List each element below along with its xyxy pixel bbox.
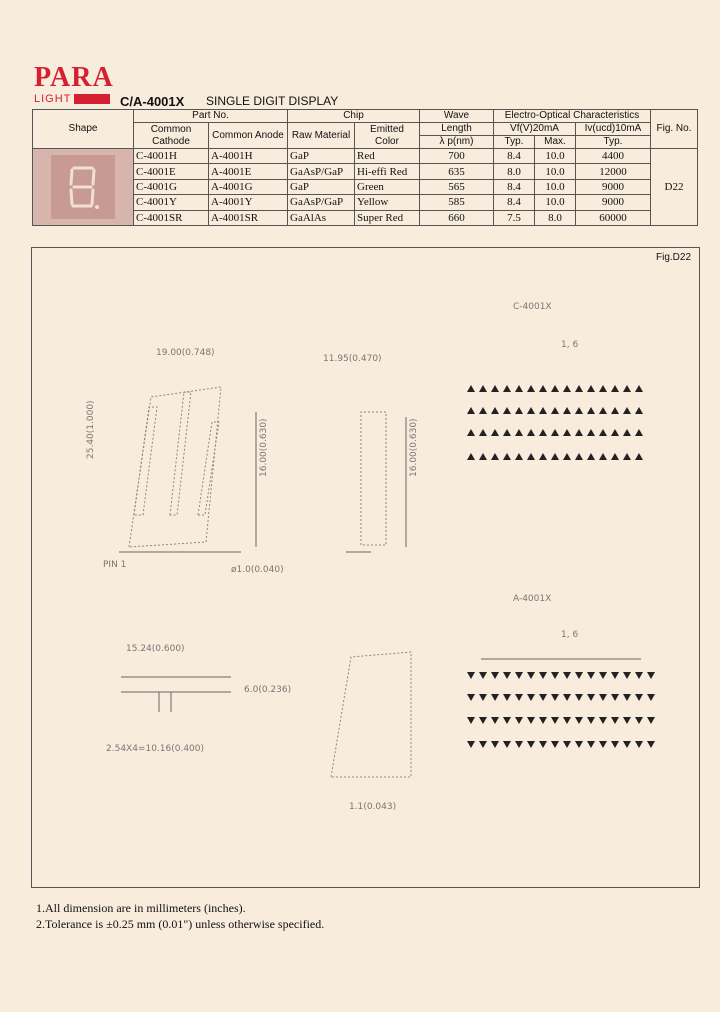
brand-logo-sub: LIGHT (34, 93, 72, 105)
common-cathode-header: Common Cathode (134, 123, 209, 149)
vf-typ-5: 7.5 (494, 210, 535, 225)
note-1: 1.All dimension are in millimeters (inches). (36, 901, 246, 915)
wavelength-5: 660 (420, 210, 494, 225)
wavelength-2: 635 (420, 164, 494, 179)
wavelength-1: 700 (420, 149, 494, 164)
cc-common-pins: 1, 6 (561, 340, 579, 350)
ca-part-3: A-4001G (209, 179, 288, 194)
brand-logo: PARA (34, 62, 114, 93)
dim-top2: 11.95(0.470) (323, 354, 382, 364)
material-2: GaAsP/GaP (288, 164, 355, 179)
cc-part-4: C-4001Y (134, 195, 209, 210)
vf-header: Vf(V)20mA (494, 123, 576, 136)
shape-image (33, 149, 134, 226)
color-4: Yellow (355, 195, 420, 210)
figure-drawing (31, 247, 698, 886)
iv-typ-5: 60000 (576, 210, 651, 225)
cc-title: C-4001X (513, 302, 552, 312)
shape-header: Shape (33, 110, 134, 149)
dim-bottom: 15.24(0.600) (126, 644, 185, 654)
material-5: GaAlAs (288, 210, 355, 225)
ca-led-matrix (467, 672, 655, 748)
segment-outline (134, 407, 157, 515)
color-5: Super Red (355, 210, 420, 225)
color-2: Hi-effi Red (355, 164, 420, 179)
dim-top: 19.00(0.748) (156, 348, 215, 358)
lambda-header: λ p(nm) (420, 136, 494, 149)
wavelength-3: 565 (420, 179, 494, 194)
fig-no-header: Fig. No. (651, 110, 698, 149)
iv-typ-2: 12000 (576, 164, 651, 179)
length-header: Length (420, 123, 494, 136)
cc-part-1: C-4001H (134, 149, 209, 164)
vf-max-5: 8.0 (535, 210, 576, 225)
wave-header: Wave (420, 110, 494, 123)
dim-side: 6.0(0.236) (244, 685, 292, 695)
ca-common-pins: 1, 6 (561, 630, 579, 640)
material-4: GaAsP/GaP (288, 195, 355, 210)
emitted-color-header: Emitted Color (355, 123, 420, 149)
figure-label: Fig.D22 (656, 252, 692, 263)
wavelength-4: 585 (420, 195, 494, 210)
dim-bottom2: 2.54X4=10.16(0.400) (106, 744, 205, 754)
iv-typ-4: 9000 (576, 195, 651, 210)
cc-part-3: C-4001G (134, 179, 209, 194)
ca-part-5: A-4001SR (209, 210, 288, 225)
ca-part-1: A-4001H (209, 149, 288, 164)
ca-title: A-4001X (513, 594, 552, 604)
iv-typ-1: 4400 (576, 149, 651, 164)
cc-part-2: C-4001E (134, 164, 209, 179)
color-1: Red (355, 149, 420, 164)
ca-part-4: A-4001Y (209, 195, 288, 210)
cc-led-matrix (467, 385, 643, 460)
material-3: GaP (288, 179, 355, 194)
dim-h2: 16.00(0.630) (409, 418, 419, 477)
segment-outline (198, 422, 219, 515)
side-outline (361, 412, 386, 545)
common-anode-header: Common Anode (209, 123, 288, 149)
dim-h1: 16.00(0.630) (259, 418, 269, 477)
pin-1-label: PIN 1 (103, 560, 127, 570)
document-title: SINGLE DIGIT DISPLAY (206, 94, 339, 108)
vf-typ-1: 8.4 (494, 149, 535, 164)
part-no-header: Part No. (134, 110, 288, 123)
eo-header: Electro-Optical Characteristics (494, 110, 651, 123)
vf-typ-3: 8.4 (494, 179, 535, 194)
vf-max-2: 10.0 (535, 164, 576, 179)
spec-table (32, 109, 698, 226)
chip-header: Chip (288, 110, 420, 123)
vf-typ-4: 8.4 (494, 195, 535, 210)
cc-part-5: C-4001SR (134, 210, 209, 225)
segment-outline (170, 392, 191, 515)
dim-left: 25.40(1.000) (86, 400, 96, 459)
max-header: Max. (535, 136, 576, 149)
vf-max-4: 10.0 (535, 195, 576, 210)
part-number-title: C/A-4001X (120, 94, 185, 109)
seven-segment-icon (51, 155, 115, 219)
vf-max-3: 10.0 (535, 179, 576, 194)
typ-header: Typ. (494, 136, 535, 149)
dim-pin: ø1.0(0.040) (231, 565, 284, 575)
raw-material-header: Raw Material (288, 123, 355, 149)
color-3: Green (355, 179, 420, 194)
iv-header: Iv(ucd)10mA (576, 123, 651, 136)
digit-outline (331, 652, 411, 777)
fig-no-value: D22 (651, 149, 698, 226)
vf-max-1: 10.0 (535, 149, 576, 164)
ca-part-2: A-4001E (209, 164, 288, 179)
logo-bar (74, 94, 110, 104)
vf-typ-2: 8.0 (494, 164, 535, 179)
dim-small: 1.1(0.043) (349, 802, 397, 812)
note-2: 2.Tolerance is ±0.25 mm (0.01") unless otherwise specified. (36, 917, 325, 931)
typ2-header: Typ. (576, 136, 651, 149)
material-1: GaP (288, 149, 355, 164)
iv-typ-3: 9000 (576, 179, 651, 194)
